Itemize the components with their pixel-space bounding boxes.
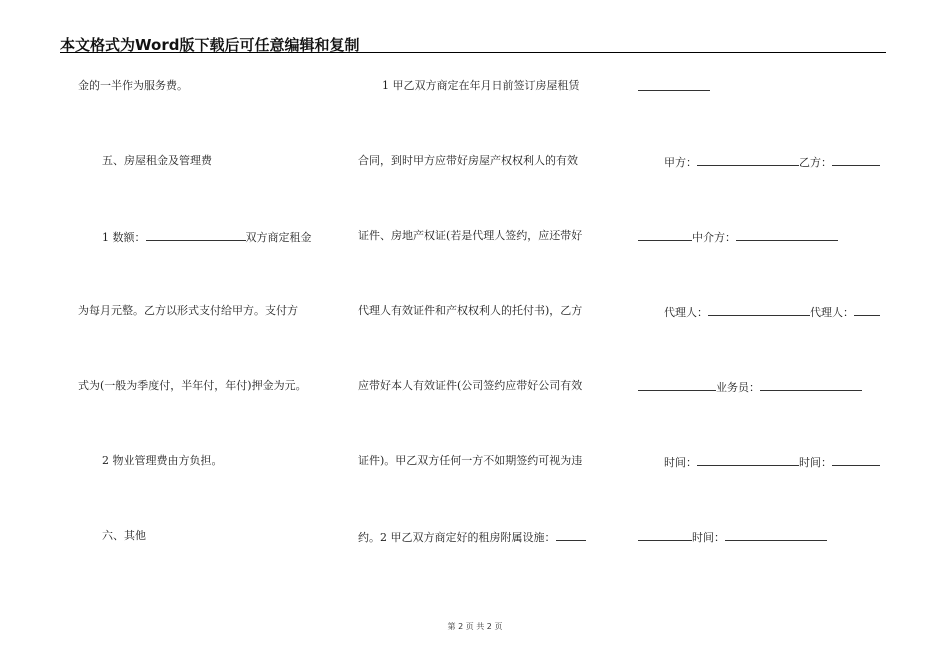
fill-blank — [638, 379, 716, 391]
salesperson-label: 业务员： — [716, 381, 760, 394]
text-line: 证件、房地产权证(若是代理人签约，应还带好 — [358, 229, 583, 242]
fill-blank — [760, 379, 862, 391]
fill-blank — [556, 529, 586, 541]
text-line — [102, 229, 312, 245]
fill-blank — [725, 529, 827, 541]
text-line: 五、房屋租金及管理费 — [102, 154, 212, 167]
text-line: 代理人有效证件和产权权利人的托付书)，乙方 — [358, 304, 583, 317]
fill-blank — [638, 529, 692, 541]
text-line: 金的一半作为服务费。 — [78, 79, 188, 92]
fill-blank — [697, 454, 799, 466]
time-label: 时间： — [799, 456, 832, 469]
signature-line — [664, 304, 880, 320]
fill-blank — [708, 304, 810, 316]
text-line: 1 甲乙双方商定在年月日前签订房屋租赁 — [382, 79, 580, 92]
text-line: 应带好本人有效证件(公司签约应带好公司有效 — [358, 379, 583, 392]
document-header: 本文格式为Word版下载后可任意编辑和复制 — [60, 36, 360, 54]
text-line: 合同，到时甲方应带好房屋产权权利人的有效 — [358, 154, 578, 167]
text-fragment: 1 数额： — [102, 231, 146, 244]
party-a-label: 甲方： — [664, 156, 697, 169]
text-fragment: 约。2 甲乙双方商定好的租房附属设施： — [358, 531, 556, 544]
text-line: 为每月元整。乙方以形式支付给甲方。支付方 — [78, 304, 298, 317]
fill-blank — [638, 79, 710, 91]
agent-label: 代理人： — [664, 306, 708, 319]
text-line — [358, 529, 586, 545]
text-fragment: 双方商定租金 — [245, 231, 312, 244]
text-line: 式为(一般为季度付，半年付，年付)押金为元。 — [78, 379, 307, 392]
agent-party-label: 中介方： — [692, 231, 736, 244]
page-number: 第 2 页 共 2 页 — [447, 622, 503, 631]
fill-blank — [697, 154, 799, 166]
fill-blank — [736, 229, 838, 241]
time-label: 时间： — [664, 456, 697, 469]
signature-line — [638, 379, 862, 395]
signature-line — [638, 79, 710, 95]
fill-blank — [832, 154, 880, 166]
fill-blank — [832, 454, 880, 466]
header-divider — [60, 52, 886, 53]
signature-line — [638, 229, 838, 245]
text-line: 证件)。甲乙双方任何一方不如期签约可视为违 — [358, 454, 583, 467]
text-line: 2 物业管理费由方负担。 — [102, 454, 223, 467]
fill-blank — [638, 229, 692, 241]
text-line: 六、其他 — [102, 529, 146, 542]
signature-line — [664, 154, 880, 170]
fill-blank — [146, 229, 246, 241]
signature-line — [664, 454, 880, 470]
signature-line — [638, 529, 827, 545]
time-label: 时间： — [692, 531, 725, 544]
fill-blank — [854, 304, 880, 316]
party-b-label: 乙方： — [799, 156, 832, 169]
agent-label: 代理人： — [810, 306, 854, 319]
